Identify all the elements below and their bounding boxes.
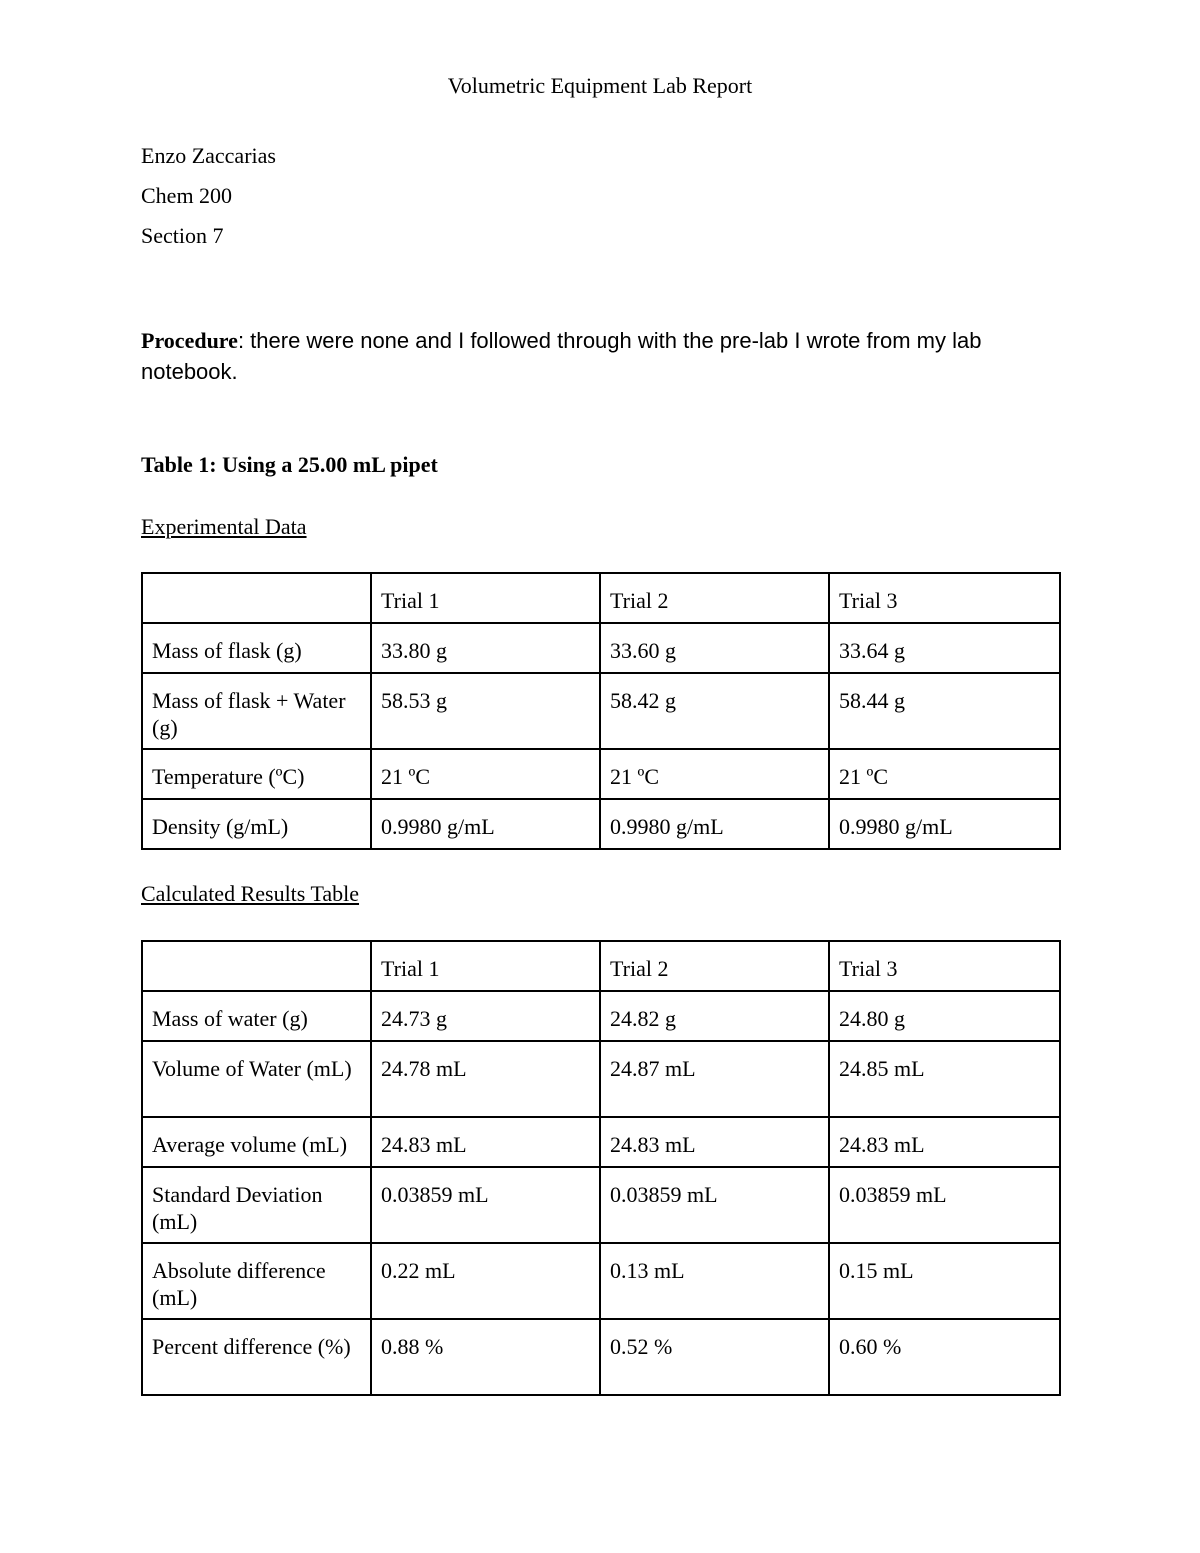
table-row <box>142 1319 1060 1395</box>
table-cell: 24.85 mL <box>829 1041 1060 1117</box>
table-cell: 33.60 g <box>600 623 829 673</box>
row-label-cell: Volume of Water (mL) <box>142 1041 371 1117</box>
row-label-cell: Temperature (ºC) <box>142 749 371 799</box>
table-header-row <box>142 941 1060 991</box>
table-cell: 0.22 mL <box>371 1243 600 1319</box>
calculated-results-label: Calculated Results Table <box>141 881 360 906</box>
author-block <box>141 142 276 262</box>
table-cell: 0.03859 mL <box>829 1167 1060 1243</box>
row-label-cell: Mass of water (g) <box>142 991 371 1041</box>
table-row <box>142 1117 1060 1167</box>
table-cell: 24.87 mL <box>600 1041 829 1117</box>
table-row <box>142 799 1060 849</box>
procedure-label: Procedure <box>141 328 238 353</box>
table-cell: 0.9980 g/mL <box>600 799 829 849</box>
row-label-cell: Average volume (mL) <box>142 1117 371 1167</box>
calculated-results-table <box>141 940 1061 1396</box>
header-cell <box>142 573 371 623</box>
table-row <box>142 1167 1060 1243</box>
section-number: Section 7 <box>141 223 224 248</box>
table-cell: 0.15 mL <box>829 1243 1060 1319</box>
header-cell: Trial 1 <box>371 573 600 623</box>
header-cell: Trial 2 <box>600 941 829 991</box>
table-cell: 0.03859 mL <box>371 1167 600 1243</box>
table-row <box>142 991 1060 1041</box>
table-cell: 0.52 % <box>600 1319 829 1395</box>
table-cell: 21 ºC <box>600 749 829 799</box>
experimental-data-label: Experimental Data <box>141 514 307 539</box>
page-title: Volumetric Equipment Lab Report <box>447 73 753 98</box>
table-cell: 0.88 % <box>371 1319 600 1395</box>
procedure-paragraph <box>141 325 1071 387</box>
table-cell: 24.83 mL <box>829 1117 1060 1167</box>
table-cell: 0.9980 g/mL <box>371 799 600 849</box>
table-cell: 58.44 g <box>829 673 1060 749</box>
table-cell: 24.82 g <box>600 991 829 1041</box>
procedure-text: : there were none and I followed through with the pre-lab I wrote from my lab notebook. <box>141 328 982 384</box>
table-cell: 24.80 g <box>829 991 1060 1041</box>
table-cell: 0.9980 g/mL <box>829 799 1060 849</box>
table-cell: 33.64 g <box>829 623 1060 673</box>
table-cell: 21 ºC <box>371 749 600 799</box>
author-name: Enzo Zaccarias <box>141 143 276 168</box>
table-cell: 33.80 g <box>371 623 600 673</box>
table-cell: 24.78 mL <box>371 1041 600 1117</box>
header-cell <box>142 941 371 991</box>
row-label-cell: Density (g/mL) <box>142 799 371 849</box>
row-label-cell: Percent difference (%) <box>142 1319 371 1395</box>
table-row <box>142 1041 1060 1117</box>
table-header-row <box>142 573 1060 623</box>
table-cell: 0.13 mL <box>600 1243 829 1319</box>
experimental-data-table <box>141 572 1061 850</box>
table-cell: 0.03859 mL <box>600 1167 829 1243</box>
header-cell: Trial 1 <box>371 941 600 991</box>
header-cell: Trial 3 <box>829 573 1060 623</box>
row-label-cell: Mass of flask (g) <box>142 623 371 673</box>
table-cell: 24.73 g <box>371 991 600 1041</box>
row-label-cell: Absolute difference (mL) <box>142 1243 371 1319</box>
table-cell: 58.53 g <box>371 673 600 749</box>
table-heading: Table 1: Using a 25.00 mL pipet <box>141 452 438 477</box>
table-row <box>142 673 1060 749</box>
row-label-cell: Standard Deviation (mL) <box>142 1167 371 1243</box>
header-cell: Trial 2 <box>600 573 829 623</box>
table-row <box>142 623 1060 673</box>
table-cell: 0.60 % <box>829 1319 1060 1395</box>
header-cell: Trial 3 <box>829 941 1060 991</box>
table-row <box>142 749 1060 799</box>
table-row <box>142 1243 1060 1319</box>
row-label-cell: Mass of flask + Water (g) <box>142 673 371 749</box>
table-cell: 58.42 g <box>600 673 829 749</box>
table-cell: 24.83 mL <box>371 1117 600 1167</box>
course-name: Chem 200 <box>141 183 233 208</box>
table-cell: 24.83 mL <box>600 1117 829 1167</box>
table-cell: 21 ºC <box>829 749 1060 799</box>
